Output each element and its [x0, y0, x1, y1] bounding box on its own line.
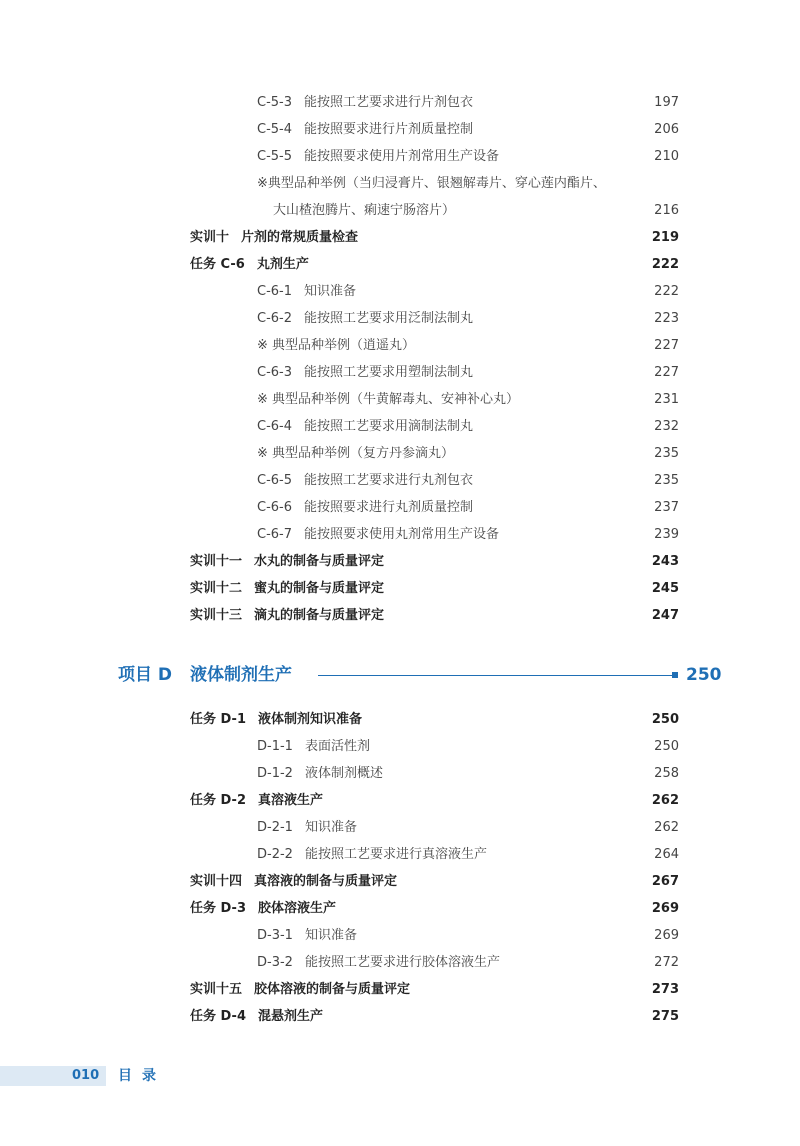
- entry-title: 能按照工艺要求进行胶体溶液生产: [304, 955, 500, 970]
- entry-title: 能按照工艺要求用泛制法制丸: [304, 311, 474, 326]
- toc-task-d-2: [190, 790, 679, 812]
- entry-page: 275: [651, 1009, 679, 1024]
- toc-entry-c-6-4: [257, 416, 679, 438]
- entry-code: C-6-6: [257, 500, 293, 515]
- entry-page: 222: [651, 257, 679, 272]
- entry-title: 能按照工艺要求用塑制法制丸: [304, 365, 474, 380]
- entry-title: 蜜丸的制备与质量评定: [254, 581, 385, 596]
- entry-title: 片剂的常规质量检查: [241, 230, 359, 245]
- entry-page: 247: [651, 608, 679, 623]
- entry-code: 实训十三: [190, 608, 243, 623]
- toc-entry-c-6-6: [257, 497, 679, 519]
- entry-title: 滴丸的制备与质量评定: [254, 608, 385, 623]
- toc-example-xiaoyao: [257, 335, 679, 357]
- entry-page: 210: [654, 149, 679, 164]
- entry-code: 实训十四: [190, 874, 243, 889]
- entry-code: C-5-5: [257, 149, 293, 164]
- entry-page: 245: [651, 581, 679, 596]
- entry-code: 任务 D-3: [190, 901, 246, 916]
- footer-title: 目录: [118, 1068, 166, 1084]
- entry-code: 实训十五: [190, 982, 243, 997]
- toc-example-line-2: [257, 200, 679, 222]
- toc-example-danshen: [257, 443, 679, 465]
- entry-code: 任务 D-2: [190, 793, 246, 808]
- toc-task-d-3: [190, 898, 679, 920]
- entry-title: 能按照工艺要求进行真溶液生产: [304, 847, 487, 862]
- entry-title: 能按照工艺要求进行丸剂包衣: [304, 473, 474, 488]
- section-heading-d: [118, 662, 292, 688]
- entry-page: 197: [654, 95, 679, 110]
- toc-entry-c-5-3: [257, 92, 679, 114]
- entry-page: 262: [654, 820, 679, 835]
- example-text: ※ 典型品种举例（复方丹参滴丸）: [257, 446, 455, 461]
- section-code: 项目 D: [118, 665, 173, 685]
- entry-code: D-2-2: [257, 847, 293, 862]
- entry-code: C-6-7: [257, 527, 293, 542]
- toc-entry-d-3-2: [257, 952, 679, 974]
- entry-page: 222: [654, 284, 679, 299]
- entry-title: 知识准备: [304, 928, 357, 943]
- entry-title: 水丸的制备与质量评定: [254, 554, 385, 569]
- section-title: 液体制剂生产: [190, 665, 293, 685]
- entry-code: C-6-1: [257, 284, 293, 299]
- entry-code: 任务 D-4: [190, 1009, 246, 1024]
- entry-page: 250: [654, 739, 679, 754]
- entry-page: 262: [651, 793, 679, 808]
- entry-code: C-5-3: [257, 95, 293, 110]
- entry-title: 真溶液生产: [258, 793, 324, 808]
- entry-title: 知识准备: [304, 284, 357, 299]
- toc-example-line-1: [257, 173, 679, 195]
- entry-page: 235: [654, 446, 679, 461]
- toc-training-13: [190, 605, 679, 627]
- entry-code: C-6-2: [257, 311, 293, 326]
- toc-entry-c-6-3: [257, 362, 679, 384]
- entry-title: 知识准备: [304, 820, 357, 835]
- entry-title: 丸剂生产: [256, 257, 309, 272]
- entry-code: 实训十一: [190, 554, 243, 569]
- entry-title: 胶体溶液的制备与质量评定: [254, 982, 411, 997]
- entry-code: C-6-5: [257, 473, 293, 488]
- section-leader-dot: [672, 672, 678, 678]
- toc-entry-c-6-1: [257, 281, 679, 303]
- entry-code: C-5-4: [257, 122, 293, 137]
- example-text: ※ 典型品种举例（牛黄解毒丸、安神补心丸）: [257, 392, 520, 407]
- toc-entry-c-5-4: [257, 119, 679, 141]
- entry-page: 273: [651, 982, 679, 997]
- entry-page: 216: [654, 203, 679, 218]
- entry-page: 231: [654, 392, 679, 407]
- entry-page: 237: [654, 500, 679, 515]
- toc-entry-c-6-2: [257, 308, 679, 330]
- entry-code: D-3-2: [257, 955, 293, 970]
- entry-code: 实训十: [190, 230, 230, 245]
- entry-page: 232: [654, 419, 679, 434]
- entry-code: D-1-2: [257, 766, 293, 781]
- toc-entry-c-6-5: [257, 470, 679, 492]
- entry-title: 能按照工艺要求进行片剂包衣: [304, 95, 474, 110]
- toc-entry-d-2-2: [257, 844, 679, 866]
- entry-page: 235: [654, 473, 679, 488]
- entry-title: 表面活性剂: [304, 739, 370, 754]
- example-text: 大山楂泡腾片、痢速宁肠溶片）: [273, 203, 456, 218]
- toc-entry-c-6-7: [257, 524, 679, 546]
- entry-code: D-2-1: [257, 820, 293, 835]
- entry-page: 269: [654, 928, 679, 943]
- entry-code: D-1-1: [257, 739, 293, 754]
- entry-title: 真溶液的制备与质量评定: [254, 874, 398, 889]
- toc-entry-d-1-1: [257, 736, 679, 758]
- toc-entry-d-3-1: [257, 925, 679, 947]
- entry-title: 液体制剂概述: [304, 766, 383, 781]
- entry-title: 能按照工艺要求用滴制法制丸: [304, 419, 474, 434]
- entry-page: 269: [651, 901, 679, 916]
- example-text: ※典型品种举例（当归浸膏片、银翘解毒片、穿心莲内酯片、: [257, 176, 606, 191]
- toc-entry-d-2-1: [257, 817, 679, 839]
- toc-training-11: [190, 551, 679, 573]
- toc-task-c-6: [190, 254, 679, 276]
- toc-example-niuhuang: [257, 389, 679, 411]
- toc-training-10: [190, 227, 679, 249]
- entry-page: 206: [654, 122, 679, 137]
- toc-training-12: [190, 578, 679, 600]
- entry-title: 胶体溶液生产: [258, 901, 337, 916]
- entry-page: 243: [651, 554, 679, 569]
- entry-code: D-3-1: [257, 928, 293, 943]
- entry-page: 272: [654, 955, 679, 970]
- entry-code: 任务 D-1: [190, 712, 246, 727]
- entry-code: C-6-4: [257, 419, 293, 434]
- entry-code: 任务 C-6: [190, 257, 245, 272]
- toc-training-15: [190, 979, 679, 1001]
- entry-page: 264: [654, 847, 679, 862]
- entry-page: 267: [651, 874, 679, 889]
- entry-title: 液体制剂知识准备: [258, 712, 363, 727]
- entry-page: 250: [651, 712, 679, 727]
- toc-task-d-1: [190, 709, 679, 731]
- section-leader-line: [318, 675, 674, 676]
- toc-entry-c-5-5: [257, 146, 679, 168]
- entry-title: 混悬剂生产: [258, 1009, 324, 1024]
- entry-page: 227: [654, 365, 679, 380]
- toc-entry-d-1-2: [257, 763, 679, 785]
- entry-page: 219: [651, 230, 679, 245]
- toc-training-14: [190, 871, 679, 893]
- entry-page: 227: [654, 338, 679, 353]
- entry-code: C-6-3: [257, 365, 293, 380]
- entry-page: 223: [654, 311, 679, 326]
- entry-title: 能按照要求进行丸剂质量控制: [304, 500, 474, 515]
- entry-title: 能按照要求使用丸剂常用生产设备: [304, 527, 500, 542]
- example-text: ※ 典型品种举例（逍遥丸）: [257, 338, 416, 353]
- entry-code: 实训十二: [190, 581, 243, 596]
- toc-task-d-4: [190, 1006, 679, 1028]
- entry-title: 能按照要求进行片剂质量控制: [304, 122, 474, 137]
- entry-page: 239: [654, 527, 679, 542]
- entry-page: 258: [654, 766, 679, 781]
- entry-title: 能按照要求使用片剂常用生产设备: [304, 149, 500, 164]
- section-page: 250: [686, 665, 722, 685]
- footer-page-number: 010: [72, 1068, 100, 1083]
